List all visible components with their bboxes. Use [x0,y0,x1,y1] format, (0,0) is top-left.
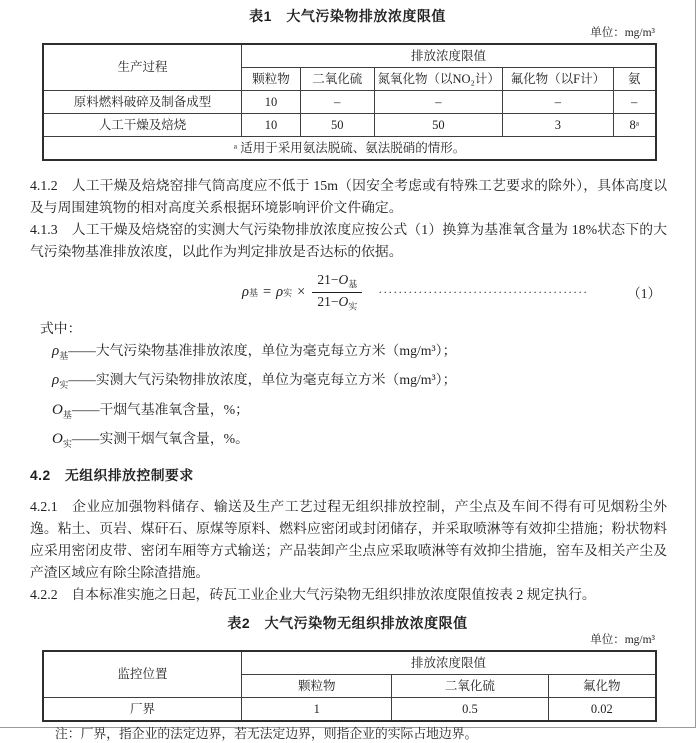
oxygen-measured-subscript: 实 [62,438,72,449]
definition-text: ——实测干烟气氧含量，%。 [71,430,249,446]
definition-rho-base [52,339,667,368]
paragraph-4-1-2: 4.1.2 人工干燥及焙烧窑排气筒高度应不低于 15m（因安全考虑或有特殊工艺要求的除外），具体高度以及与周围建筑物的相对高度关系根据环境影响评价文件确定。 [30,178,667,215]
rho-base-subscript: 基 [59,350,69,361]
formula-number: （1） [627,286,661,301]
table1-col-nox: 氮氧化物（以NO₂计） [374,68,503,91]
table2-col-particulate: 颗粒物 [242,675,392,698]
fraction-numerator [312,272,362,293]
table1-col-ammonia: 氨 [613,68,656,91]
value-cell: 0.02 [548,698,656,722]
value-cell: 50 [374,114,503,137]
table2-note: 注：厂界，指企业的法定边界，若无法定边界，则指企业的实际占地边界。 [55,727,478,741]
where-label: 式中： [40,321,82,336]
paragraph-4-2-2: 4.2.2 自本标准实施之日起，砖瓦工业企业大气污染物无组织排放浓度限值按表 2 规定执行。 [30,587,596,602]
table1-row-drying [43,114,656,137]
oxygen-base-subscript: 基 [348,279,358,290]
oxygen-measured-symbol: O [52,430,63,447]
rho-measured-subscript: 实 [59,380,69,390]
rho-base-subscript: 基 [248,287,258,298]
value-cell: 0.5 [392,698,548,722]
value-cell: 1 [242,698,392,722]
formula-expression [242,272,364,312]
value-cell: 10 [242,91,301,114]
definition-text: ——干烟气基准氧含量，%； [71,401,249,417]
process-label: 人工干燥及焙烧 [43,114,242,137]
table1-row-crushing [43,91,656,114]
table2 [42,650,657,722]
table1 [42,43,657,161]
table1-col-fluoride: 氟化物（以F计） [503,68,613,91]
value-cell: 10 [242,114,301,137]
table1-col-so2: 二氧化硫 [300,68,374,91]
table1-footnote: ᵃ 适用于采用氨法脱硫、氨法脱硝的情形。 [43,137,656,161]
process-label: 原料燃料破碎及制备成型 [43,91,242,114]
value-cell: 8ᵃ [613,114,656,137]
value-cell: 50 [300,114,374,137]
table2-group-header: 排放浓度限值 [242,651,656,675]
table1-header-row1 [43,44,656,68]
table2-corner-header: 监控位置 [43,651,242,698]
definition-text: ——大气污染物基准排放浓度，单位为毫克每立方米（mg/m³）； [68,343,457,358]
rho-measured-subscript: 实 [283,287,293,298]
table2-header-row1 [43,651,656,675]
oxygen-base-symbol: O [338,271,349,287]
table2-title: 表2 大气污染物无组织排放浓度限值 [227,615,468,631]
value-cell: – [300,91,374,114]
rho-base-symbol: ρ [242,283,249,300]
table2-col-fluoride: 氟化物 [548,675,656,698]
location-label: 厂界 [43,698,242,722]
multiply-sign: × [297,283,306,300]
rho-base-symbol: ρ [52,343,60,359]
table1-group-header: 排放浓度限值 [242,44,656,68]
formula-1 [30,270,661,314]
equals-sign: = [262,283,272,300]
table1-col-particulate: 颗粒物 [242,68,301,91]
table2-col-so2: 二氧化硫 [392,675,548,698]
rho-measured-symbol: ρ [52,372,60,389]
oxygen-measured-subscript: 实 [348,301,358,312]
value-cell: – [613,91,656,114]
rho-measured-symbol: ρ [276,283,284,300]
definition-text: ——实测大气污染物排放浓度，单位为毫克每立方米（mg/m³）； [68,372,457,388]
table2-row-boundary [43,698,656,722]
oxygen-measured-symbol: O [338,293,349,309]
table1-footnote-row [43,137,656,161]
fraction [312,272,362,312]
table1-unit-label: 单位：mg/m³ [590,27,655,39]
value-cell: 3 [503,114,613,137]
definition-oxygen-base [52,398,667,427]
fraction-denominator [312,293,362,313]
paragraph-4-2-1: 4.2.1 企业应加强物料储存、输送及生产工艺过程无组织排放控制，产尘点及车间不得有可见烟粉尘外逸。粘土、页岩、煤矸石、原煤等原料、燃料应密闭或封闭储存，并采取喷淋等有效抑尘措施；粉状物料应采用密闭皮带、密闭车厢等方式输送；产品装卸产尘点应采取喷淋等有效抑尘措施，窑车及相关产尘及产渣区域应有除尘除渣措施。 [30,499,667,580]
definition-rho-measured [52,368,667,397]
table2-unit-label: 单位：mg/m³ [590,634,655,646]
value-cell: – [374,91,503,114]
table1-corner-header: 生产过程 [43,44,242,91]
dotted-leader: ·········································· [378,284,589,299]
table1-title: 表1 大气污染物排放浓度限值 [249,8,446,24]
value-cell: – [503,91,613,114]
denominator-text: 21− [317,293,339,309]
section-4-2-heading: 4.2 无组织排放控制要求 [30,468,194,483]
paragraph-4-1-3: 4.1.3 人工干燥及焙烧窑的实测大气污染物排放浓度应按公式（1）换算为基准氧含量为 18%状态下的大气污染物基准排放浓度，以此作为判定排放是否达标的依据。 [30,222,667,259]
numerator-text: 21− [317,271,339,287]
oxygen-base-subscript: 基 [62,409,72,420]
oxygen-base-symbol: O [52,401,63,418]
definition-oxygen-measured [52,427,667,456]
